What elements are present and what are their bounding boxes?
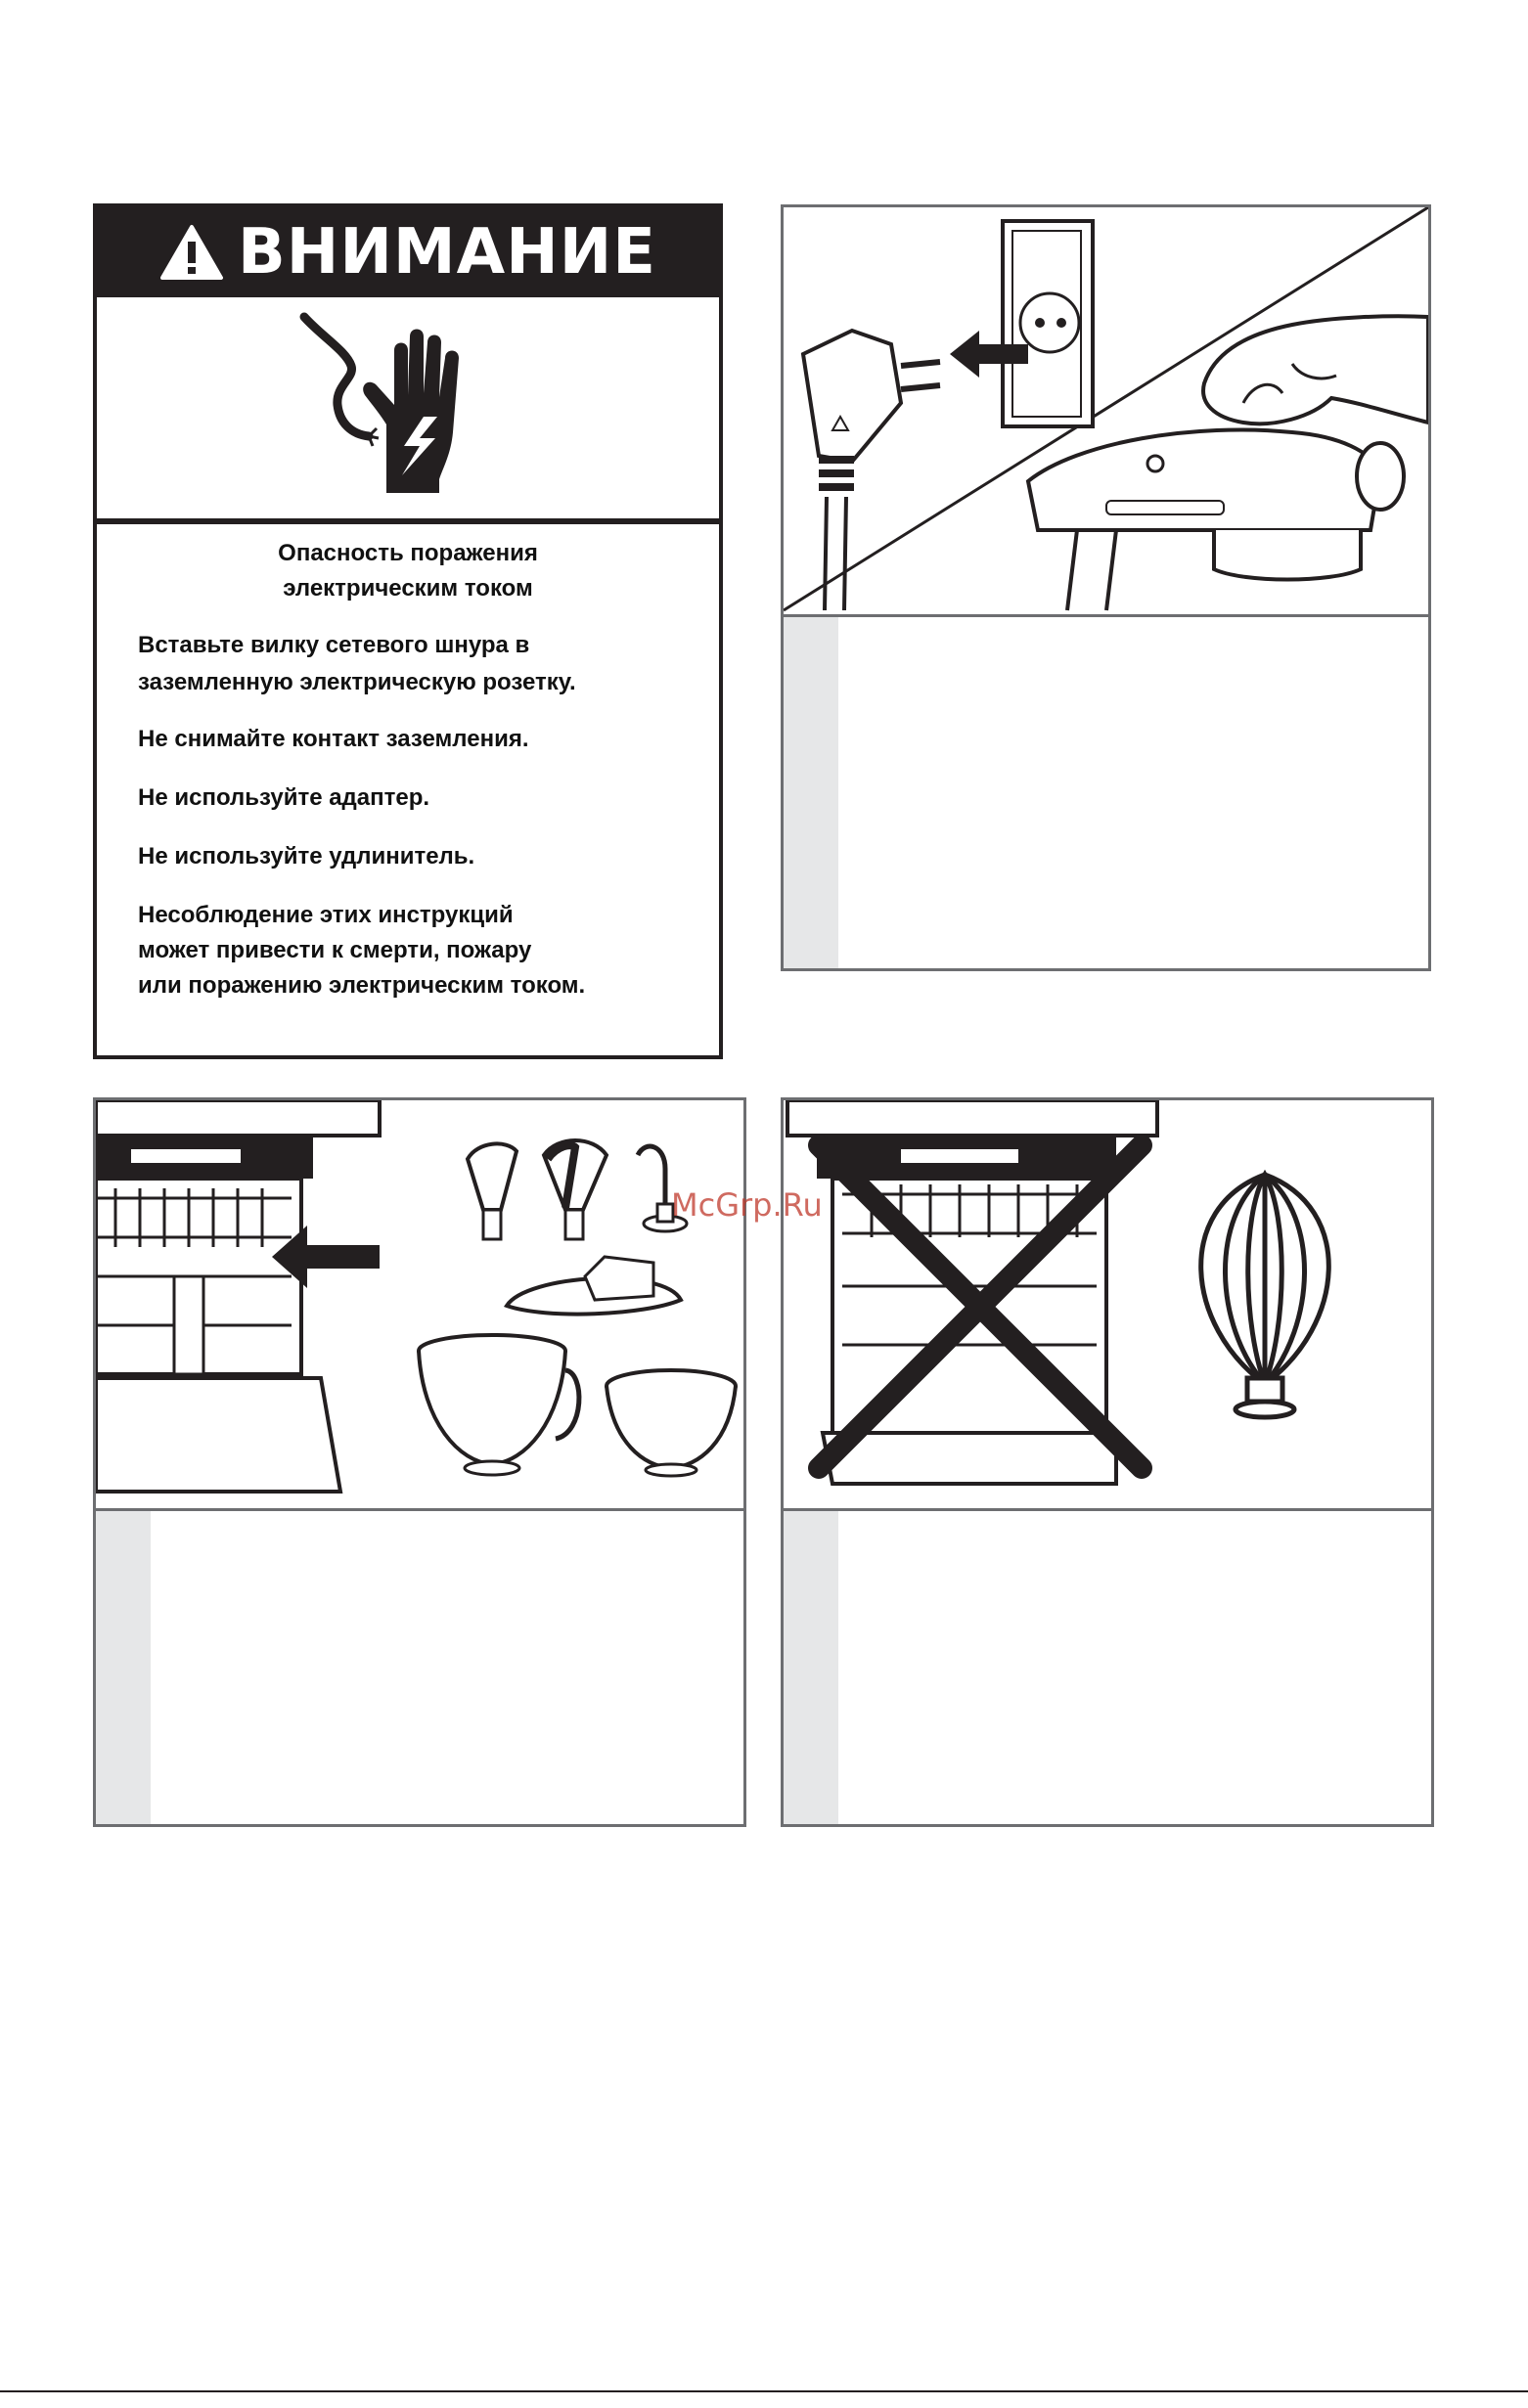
warning-line: Не используйте адаптер.	[138, 784, 430, 811]
shock-hazard-symbol-area	[97, 297, 719, 524]
warning-line: Несоблюдение этих инструкций	[138, 902, 514, 928]
warning-box	[93, 203, 723, 1059]
warning-line: Вставьте вилку сетевого шнура в	[138, 632, 530, 658]
warning-subtitle-line-2: электрическим током	[283, 575, 533, 602]
unplug-wipe-illustration	[784, 207, 1428, 617]
not-dishwasher-safe-illustration	[784, 1100, 1431, 1511]
warning-line: Не используйте удлинитель.	[138, 843, 475, 870]
panel-not-dishwasher-safe	[781, 1097, 1434, 1827]
electric-shock-hand-icon	[292, 307, 527, 513]
glass-bowl-icon	[607, 1370, 736, 1476]
wire-whip-icon	[1201, 1175, 1329, 1417]
footer-rule	[0, 2390, 1528, 2392]
power-plug-icon	[803, 331, 940, 610]
warning-line: Не снимайте контакт заземления.	[138, 726, 529, 752]
warning-line: может привести к смерти, пожару	[138, 937, 532, 963]
panel-side-strip	[784, 1511, 838, 1824]
wall-socket-icon	[1003, 221, 1093, 426]
warning-subtitle-line-1: Опасность поражения	[278, 540, 538, 566]
warning-text-area	[97, 526, 719, 1054]
warning-header	[97, 207, 719, 297]
panel-unplug-and-wipe	[781, 204, 1431, 971]
panel-side-strip	[784, 617, 838, 968]
dishwasher-icon	[96, 1136, 340, 1492]
hand-with-cloth-icon	[1203, 316, 1428, 424]
warning-line: заземленную электрическую розетку.	[138, 669, 576, 695]
coated-flat-beater-icon	[544, 1140, 607, 1239]
panel-dishwasher-safe-parts	[93, 1097, 746, 1827]
warning-title: ВНИМАНИЕ	[238, 216, 656, 289]
flat-beater-icon	[468, 1143, 517, 1239]
warning-triangle-icon	[159, 224, 224, 281]
pouring-shield-icon	[507, 1257, 681, 1315]
stand-mixer-icon	[1028, 429, 1404, 610]
warning-line: или поражению электрическим током.	[138, 972, 586, 999]
ceramic-bowl-icon	[419, 1335, 579, 1475]
watermark: McGrp.Ru	[671, 1186, 823, 1224]
panel-side-strip	[96, 1511, 151, 1824]
dishwasher-safe-illustration	[96, 1100, 743, 1511]
